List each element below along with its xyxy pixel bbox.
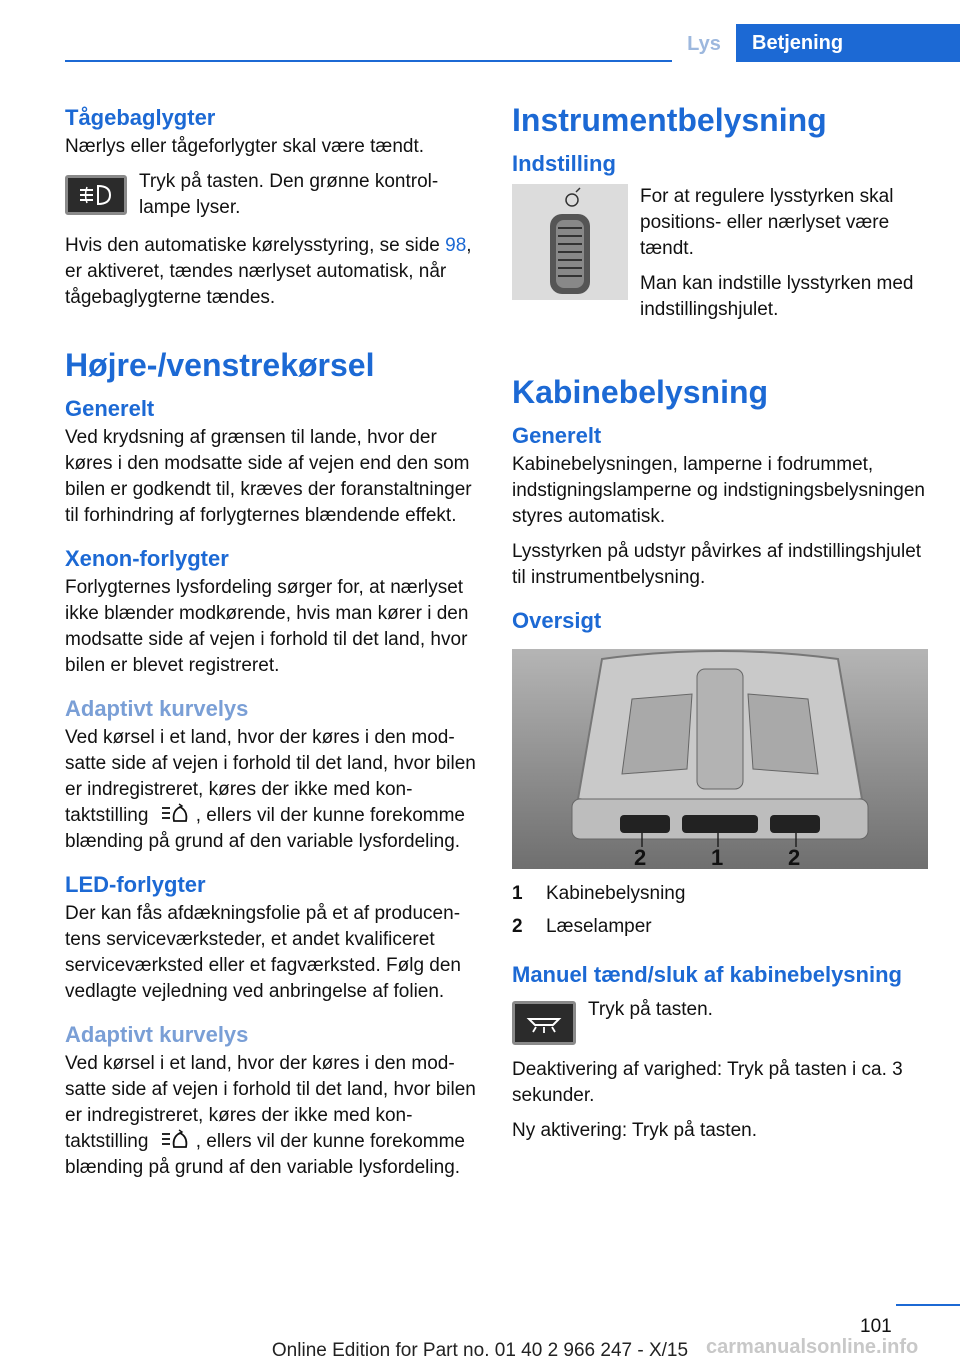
overhead-console-image — [512, 649, 928, 869]
cabin-key-row — [512, 997, 930, 1045]
text-adaptivt-2a: Ved kørsel i et land, hvor der køres i den modsatte side af vejen i forhold til det land, hvor bilen er indregistreret, køres der ikke med kontaktstilling — [65, 1053, 476, 1152]
text-generelt-1: Kabinebelysningen, lamperne i fodrummet, indstigningslamperne og indstigningsbelysningen styres automatisk. — [512, 454, 925, 527]
legend-label: Læselamper — [546, 915, 652, 937]
footer-edition: Online Edition for Part no. 01 40 2 966 247 - X/15 — [271, 1340, 689, 1361]
dimmer-wheel-image — [512, 184, 628, 300]
key-row — [65, 169, 483, 221]
heading-kabinebelysning: Kabinebelysning — [512, 374, 769, 410]
text-auto-part2: , er aktiveret, tændes nærlyset automatisk, når tågebaglygterne tændes. — [65, 235, 472, 308]
heading-manuel: Manuel tænd/sluk af kabinebelysning — [512, 962, 902, 987]
overhead-console-drawing — [512, 649, 928, 869]
legend-num: 1 — [512, 882, 523, 904]
curve-light-icon — [160, 803, 190, 825]
heading-taagebaglygter: Tågebaglygter — [65, 105, 216, 130]
heading-xenon: Xenon-forlygter — [65, 546, 229, 571]
text-auto-part1: Hvis den automatiske kørelysstyring, se side — [65, 235, 440, 256]
indstilling-block — [512, 184, 930, 332]
text-deaktivering: Deaktivering af varighed: Tryk på tasten i ca. 3 sekunder. — [512, 1059, 903, 1106]
footer-rule — [896, 1304, 960, 1306]
legend-item — [512, 877, 930, 910]
tab-betjening[interactable]: Betjening — [736, 24, 960, 62]
legend-label: Kabinebelysning — [546, 882, 686, 904]
page-link[interactable]: 98 — [445, 235, 467, 256]
callout-2-right: 2 — [788, 845, 801, 869]
text-adaptivt-1b: , ellers vil der kunne forekomme blænding på grund af den variable lysfordeling. — [65, 805, 465, 852]
heading-generelt: Generelt — [65, 396, 155, 421]
text-adaptivt-1 — [65, 725, 483, 855]
page-number: 101 — [860, 1316, 892, 1337]
text-adaptivt-1a: Ved kørsel i et land, hvor der køres i den modsatte side af vejen i forhold til det land, hvor bilen er indregistreret, køres der ikke med kontaktstilling — [65, 727, 476, 826]
right-column — [512, 100, 930, 1153]
curve-light-icon — [160, 1129, 190, 1151]
legend-item — [512, 910, 930, 943]
indstilling-text — [640, 184, 930, 332]
rear-fog-key-icon — [65, 175, 127, 215]
text-adaptivt-2b: , ellers vil der kunne forekomme blænding på grund af den variable lysfordeling. — [65, 1131, 465, 1178]
heading-instrumentbelysning: Instrumentbelysning — [512, 102, 827, 138]
callout-2-left: 2 — [634, 845, 647, 869]
heading-hojre-venstre: Højre-/venstrekørsel — [65, 347, 375, 383]
text-taage: Nærlys eller tågeforlygter skal være tændt. — [65, 136, 425, 157]
heading-generelt-right: Generelt — [512, 423, 602, 448]
cabin-light-key-icon — [512, 1001, 576, 1045]
text-generelt-2: Lysstyrken på udstyr påvirkes af indstillingshjulet til instrumentbelysning. — [512, 541, 922, 588]
callout-1: 1 — [711, 845, 724, 869]
left-column — [65, 102, 483, 1190]
text-adaptivt-2 — [65, 1051, 483, 1181]
watermark: carmanualsonline.info — [706, 1336, 919, 1358]
legend — [512, 877, 930, 943]
text-xenon: Forlygternes lysfordeling sørger for, at nærlyset ikke blænder modkørende, hvis man kører i den modsatte side af vejen i forhold til det land, hvor bilen er blevet registreret. — [65, 577, 469, 676]
heading-indstilling: Indstilling — [512, 151, 616, 176]
text-indstilling-1: For at regulere lysstyrken skal positions- eller nærlyset være tændt. — [640, 186, 894, 259]
heading-led: LED-forlygter — [65, 872, 206, 897]
heading-adaptivt-1: Adaptivt kurvelys — [65, 696, 249, 721]
text-led: Der kan fås afdækningsfolie på et af producentens serviceværksteder, et andet kvalificeret serviceværksted eller et fagværksted. Følg den vedlagte vejledning ved anbringelse af folien. — [65, 903, 461, 1002]
text-ny-aktivering: Ny aktivering: Tryk på tasten. — [512, 1120, 757, 1141]
text-indstilling-2: Man kan indstille lysstyrken med indstillingshjulet. — [640, 273, 914, 320]
legend-num: 2 — [512, 915, 523, 937]
key-instruction: Tryk på tasten. Den grønne kontrollampe lyser. — [139, 171, 439, 218]
text-auto — [65, 233, 483, 311]
text-generelt: Ved krydsning af grænsen til lande, hvor der køres i den modsatte side af vejen end den som bilen er godkendt til, kræves der foranstaltninger til forhindring af forlygternes blændende effekt. — [65, 427, 472, 526]
tab-lys[interactable]: Lys — [672, 28, 736, 62]
cabin-key-instruction: Tryk på tasten. — [588, 999, 713, 1020]
heading-oversigt: Oversigt — [512, 608, 602, 633]
heading-adaptivt-2: Adaptivt kurvelys — [65, 1022, 249, 1047]
